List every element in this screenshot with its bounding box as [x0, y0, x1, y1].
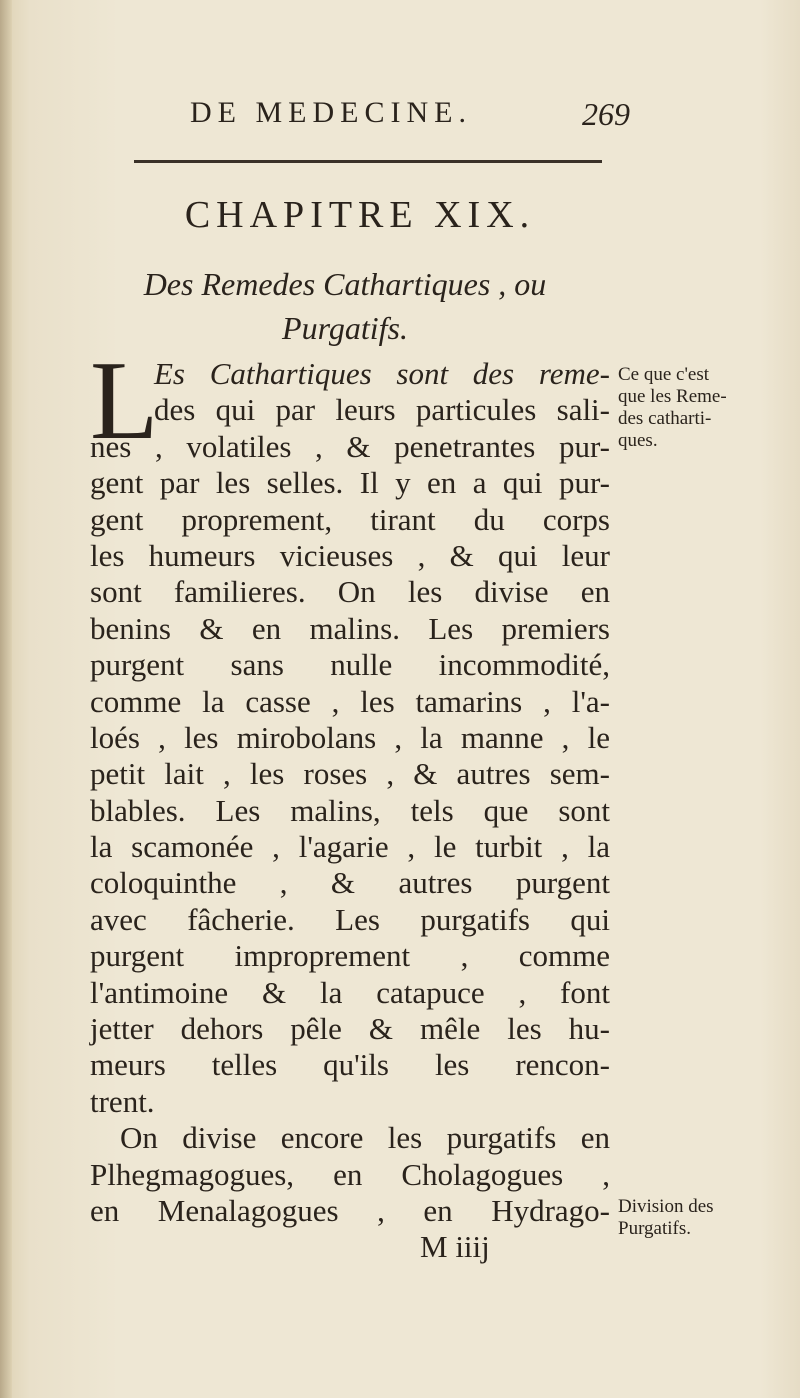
- text-line: avec fâcherie. Les purgatifs qui: [90, 901, 610, 937]
- text-line: les humeurs vicieuses , & qui leur: [90, 537, 610, 573]
- text-line: blables. Les malins, tels que sont: [90, 792, 610, 828]
- text-line: On divise encore les purgatifs en: [120, 1120, 610, 1156]
- text-line: coloquinthe , & autres purgent: [90, 865, 610, 901]
- text-line: Plhegmagogues, en Cholagogues ,: [90, 1156, 610, 1192]
- body-text: [90, 356, 610, 1266]
- margin-note-line: Purgatifs.: [618, 1218, 692, 1239]
- text-line: des qui par leurs particules sali-: [154, 392, 610, 428]
- text-line: purgent sans nulle incommodité,: [90, 647, 610, 683]
- drop-cap: L: [90, 339, 159, 463]
- header-rule: [134, 160, 602, 163]
- text-line: Es Cathartiques sont des reme-: [154, 356, 610, 391]
- margin-note-line: ques.: [618, 430, 658, 451]
- text-line: sont familieres. On les divise en: [90, 574, 610, 610]
- text-line: jetter dehors pêle & mêle les hu-: [90, 1011, 610, 1047]
- margin-note-division: [618, 1196, 768, 1240]
- margin-note-line: que les Reme-: [618, 386, 727, 407]
- text-line: gent par les selles. Il y en a qui pur-: [90, 465, 610, 501]
- margin-note-line: Ce que c'est: [618, 364, 710, 385]
- text-line: trent.: [90, 1083, 155, 1119]
- chapter-title: CHAPITRE XIX.: [184, 194, 536, 236]
- text-line: l'antimoine & la catapuce , font: [90, 974, 610, 1010]
- text-line: loés , les mirobolans , la manne , le: [90, 719, 610, 755]
- text-line: la scamonée , l'agarie , le turbit , la: [90, 829, 610, 865]
- chapter-subtitle: [0, 262, 690, 350]
- text-line: nes , volatiles , & penetrantes pur-: [90, 428, 610, 464]
- signature-mark: M iiij: [420, 1229, 490, 1265]
- text-line: en Menalagogues , en Hydrago-: [90, 1192, 610, 1228]
- text-line: purgent improprement , comme: [90, 938, 610, 974]
- margin-note-line: Division des: [618, 1196, 714, 1217]
- subtitle-line-2: Purgatifs.: [282, 310, 408, 346]
- running-head: DE MEDECINE.: [190, 96, 472, 129]
- text-line: benins & en malins. Les premiers: [90, 610, 610, 646]
- margin-note-definition: [618, 364, 768, 452]
- text-line: petit lait , les roses , & autres sem-: [90, 756, 610, 792]
- text-line: meurs telles qu'ils les rencon-: [90, 1047, 610, 1083]
- text-line: gent proprement, tirant du corps: [90, 501, 610, 537]
- margin-note-line: des catharti-: [618, 408, 712, 429]
- text-line: comme la casse , les tamarins , l'a-: [90, 683, 610, 719]
- page-header: [190, 96, 630, 136]
- subtitle-line-1: Des Remedes Cathartiques , ou: [143, 266, 547, 302]
- page-number: 269: [582, 96, 630, 132]
